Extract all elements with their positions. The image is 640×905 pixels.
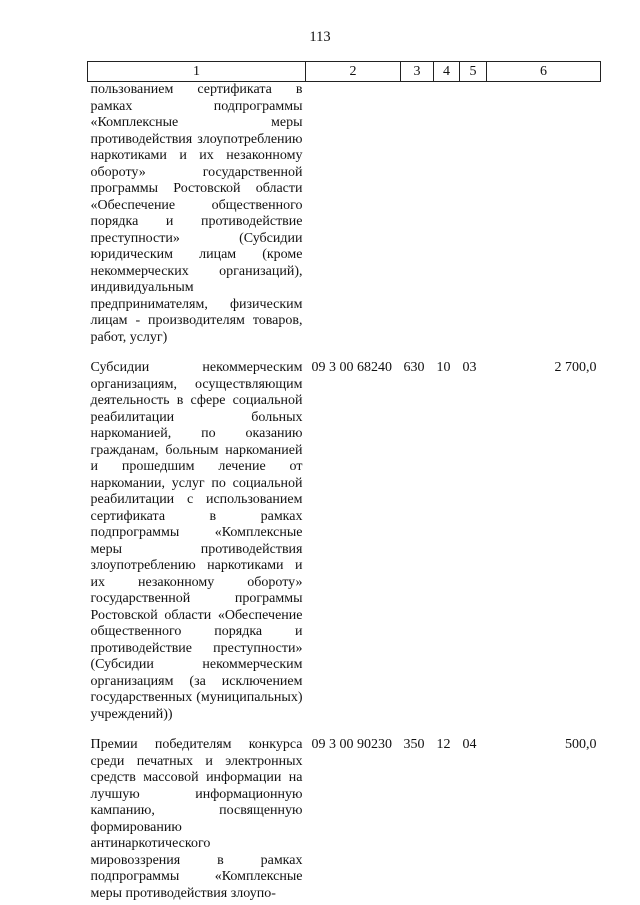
row-code: 09 3 00 90230: [311, 737, 392, 752]
column-header-6: 6: [487, 62, 601, 82]
row-description: Субсидии некоммерческим организациям, осуществляющим деятельность в сфере социальной реабилитации больных наркоманией, по оказанию гражданам, больным наркоманией и прошедшим лечение от наркомании, услуг по социальной реабилитации с использованием сертификата в рамках подпрограммы «Комплексные меры противодействия злоупотреблению наркотиками и их незаконному обороту» государственной программы Ростовской области «Обеспечение общественного порядка и противодействие преступности» (Субсидии некоммерческим организациям (за исключением государственных (муниципальных) учреждений)): [90, 360, 303, 722]
budget-table: [87, 61, 601, 902]
row-col4: 10: [436, 360, 451, 375]
page-number: 113: [309, 29, 331, 45]
table-row: [88, 346, 601, 723]
row-col5: 04: [462, 737, 477, 752]
row-description: Премии победителям конкурса среди печатных и электронных средств массовой информации на лучшую информационную кампанию, посвященную формированию антинаркотического мировоззрения в рамках подпрограммы «Комплексные меры противодействия злоупо-: [90, 737, 303, 901]
row-code: 09 3 00 68240: [311, 360, 392, 375]
column-header-2: 2: [306, 62, 401, 82]
row-col4: [434, 82, 460, 347]
row-description: пользованием сертификата в рамках подпрограммы «Комплексные меры противодействия злоупотреблению наркотиками и их незаконному обороту» государственной программы Ростовской области «Обеспечение общественного порядка и противодействие преступности» (Субсидии юридическим лицам (кроме некоммерческих организаций), индивидуальным предпринимателям, физическим лицам - производителям товаров, работ, услуг): [90, 82, 303, 345]
row-col5: 03: [462, 360, 477, 375]
row-amount: 500,0: [565, 737, 597, 752]
row-code: [306, 82, 401, 347]
table-row: [88, 82, 601, 347]
row-col3: [401, 82, 434, 347]
table-row: [88, 723, 601, 902]
row-col5: [460, 82, 487, 347]
row-col3: 630: [403, 360, 425, 375]
row-col4: 12: [436, 737, 451, 752]
row-amount: [487, 82, 601, 347]
table-header-row: [88, 62, 601, 82]
column-header-5: 5: [460, 62, 487, 82]
column-header-3: 3: [401, 62, 434, 82]
row-amount: 2 700,0: [554, 360, 597, 375]
row-col3: 350: [403, 737, 425, 752]
column-header-1: 1: [88, 62, 306, 82]
column-header-4: 4: [434, 62, 460, 82]
